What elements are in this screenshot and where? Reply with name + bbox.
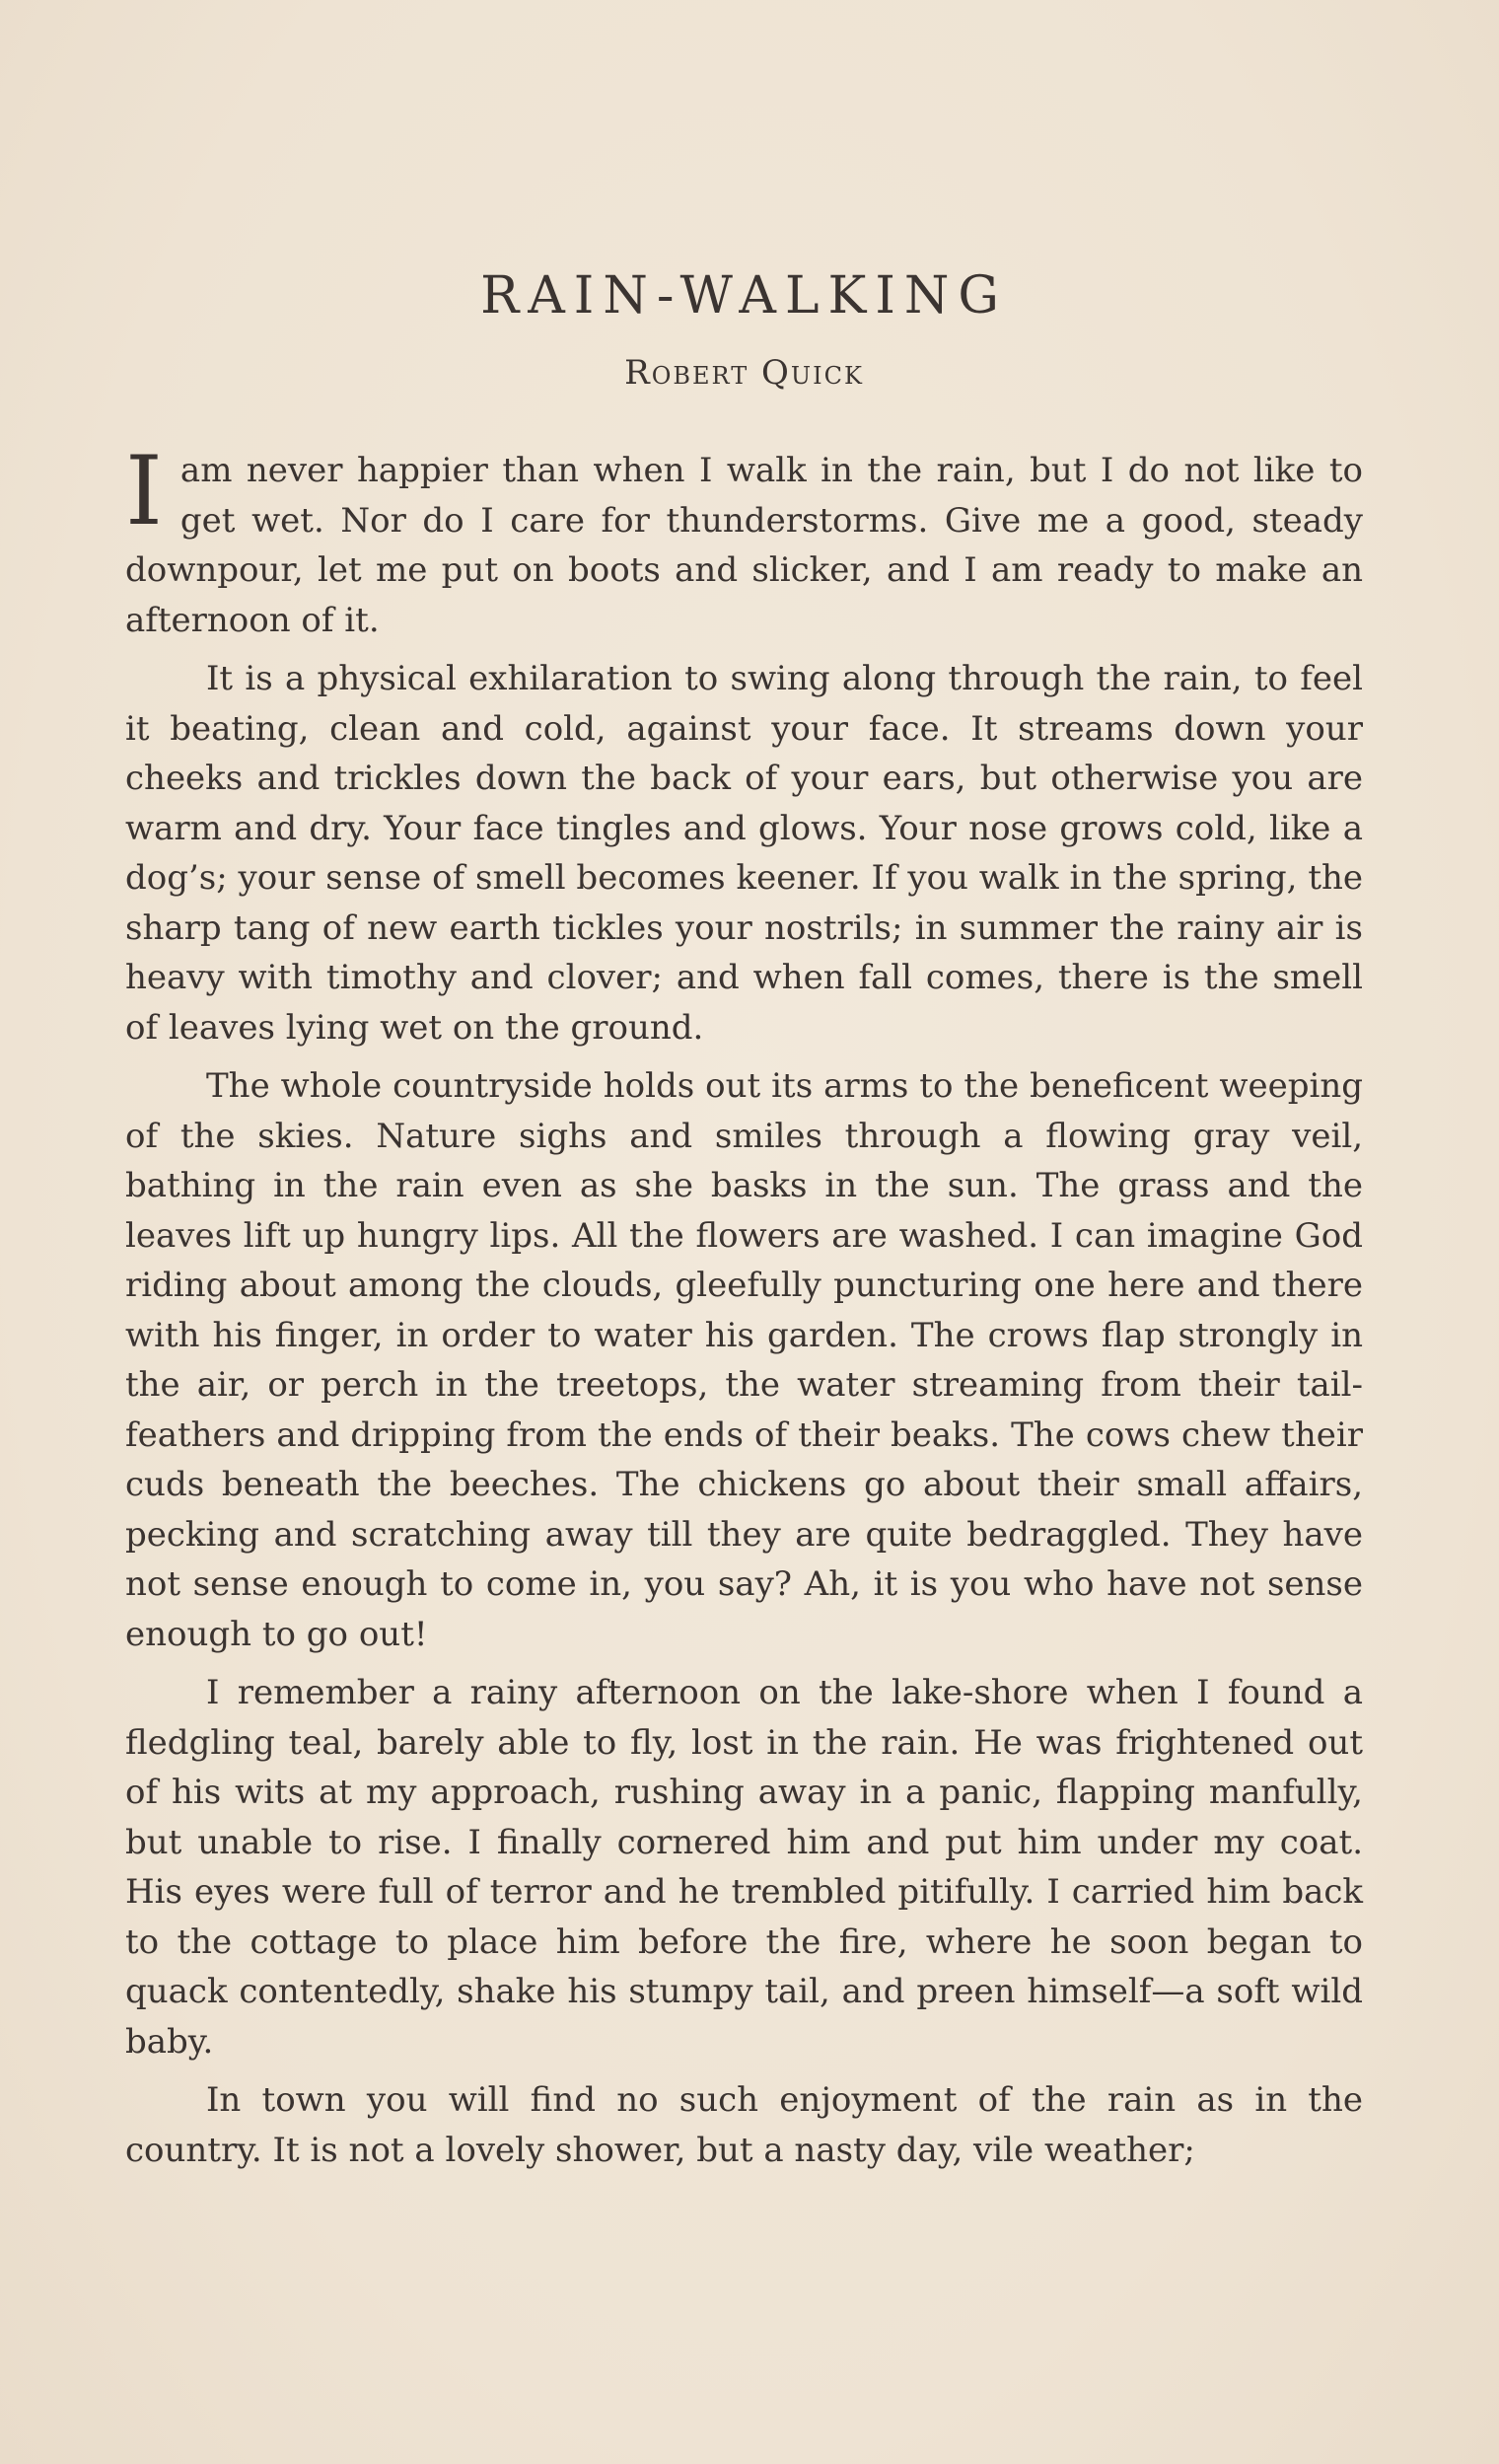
paragraph-2: It is a physical exhilaration to swing along through the rain, to feel it beating, clean and cold, against your face. It streams down your cheeks and trickles down the back of your ears, but otherwise you are warm and dry. Your face tingles and glows. Your nose grows cold, like a dog’s; your sense of smell becomes keener. If you walk in the spring, the sharp tang of new earth tickles your nostrils; in summer the rainy air is heavy with timothy and clover; and when fall comes, there is the smell of leaves lying wet on the ground. (125, 659, 1363, 1048)
article-body (125, 436, 1363, 2184)
paragraph-3: The whole countryside holds out its arms to the beneficent weeping of the skies. Nature sighs and smiles through a flowing gray veil, bathing in the rain even as she basks in the sun. The grass and the leaves lift up hungry lips. All the flowers are washed. I can imagine God riding about among the clouds, gleefully puncturing one here and there with his finger, in order to water his garden. The crows flap strongly in the air, or perch in the treetops, the water streaming from their tail-feathers and dripping from the ends of their beaks. The cows chew their cuds beneath the beeches. The chickens go about their small affairs, pecking and scratching away till they are quite bedraggled. They have not sense enough to come in, you say? Ah, it is you who have not sense enough to go out! (125, 1066, 1363, 1654)
paragraph-1-text: am never happier than when I walk in the rain, but I do not like to get wet. Nor do I care for thunderstorms. Give me a good, steady downpour, let me put on boots and slicker, and I am ready to make an afternoon of it. (125, 451, 1363, 640)
paragraph-1 (125, 436, 1363, 645)
paragraph-4: I remember a rainy afternoon on the lake-shore when I found a fledgling teal, barely able to fly, lost in the rain. He was frightened out of his wits at my approach, rushing away in a panic, flapping manfully, but unable to rise. I finally cornered him and put him under my coat. His eyes were full of terror and he trembled pitifully. I carried him back to the cottage to place him before the fire, where he soon began to quack contentedly, shake his stumpy tail, and preen himself—a soft wild baby. (125, 1673, 1363, 2062)
drop-cap: I (125, 436, 163, 546)
article-author: Robert Quick (624, 353, 864, 393)
paragraph-5: In town you will find no such enjoyment of the rain as in the country. It is not a lovely shower, but a nasty day, vile weather; (125, 2080, 1363, 2170)
article-title: RAIN-WALKING (480, 266, 1008, 326)
